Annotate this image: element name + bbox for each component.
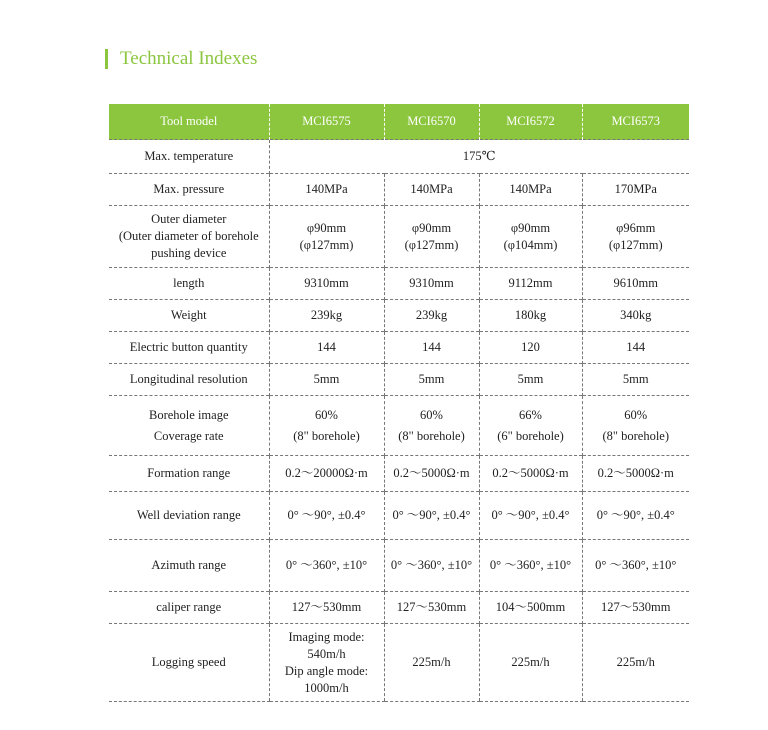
cell-line: 60%: [624, 407, 648, 422]
row-label: Well deviation range: [109, 492, 269, 540]
table-cell: 140MPa: [269, 174, 384, 206]
cell-line: 66%: [519, 407, 542, 422]
table-row: [109, 332, 689, 364]
row-label: length: [109, 268, 269, 300]
table-row: [109, 540, 689, 592]
table-cell: 140MPa: [479, 174, 582, 206]
row-label: Max. pressure: [109, 174, 269, 206]
cell-line: (8" borehole): [602, 428, 670, 443]
cell-line: (φ127mm): [608, 237, 663, 252]
table-cell: 9112mm: [479, 268, 582, 300]
technical-indexes-table: [109, 104, 689, 702]
table-cell: [479, 206, 582, 268]
table-cell: 9310mm: [384, 268, 479, 300]
table-row: [109, 300, 689, 332]
table-row: [109, 206, 689, 268]
table-cell: 5mm: [479, 364, 582, 396]
table-row: [109, 592, 689, 624]
cell-line: (6" borehole): [497, 428, 564, 443]
row-label: caliper range: [109, 592, 269, 624]
cell-line: (8" borehole): [293, 428, 360, 443]
table-cell: [269, 624, 384, 702]
table-cell: 140MPa: [384, 174, 479, 206]
table-cell: 9610mm: [582, 268, 689, 300]
table-cell: 0° ～360°, ±10°: [384, 540, 479, 592]
row-label: Azimuth range: [109, 540, 269, 592]
table-row: [109, 492, 689, 540]
table-cell: 9310mm: [269, 268, 384, 300]
table-row: [109, 456, 689, 492]
table-cell: 0.2～5000Ω·m: [384, 456, 479, 492]
label-line: pushing device: [151, 246, 227, 260]
table-cell: [269, 396, 384, 456]
header-cell: MCI6575: [269, 104, 384, 140]
cell-line: φ90mm: [411, 220, 452, 235]
table-cell: 0° ～360°, ±10°: [269, 540, 384, 592]
table-cell: 225m/h: [479, 624, 582, 702]
table-cell: 0° ～360°, ±10°: [479, 540, 582, 592]
label-line: (Outer diameter of borehole: [118, 229, 259, 243]
table-cell: 175℃: [269, 140, 689, 174]
table-cell: 0° ～90°, ±0.4°: [582, 492, 689, 540]
table-cell: [384, 396, 479, 456]
table-row: [109, 624, 689, 702]
table-cell: 170MPa: [582, 174, 689, 206]
label-line: Borehole image: [149, 407, 229, 422]
table-cell: 0.2～20000Ω·m: [269, 456, 384, 492]
row-label: Max. temperature: [109, 140, 269, 174]
section-heading: [105, 48, 257, 70]
table-cell: 144: [582, 332, 689, 364]
row-label: Weight: [109, 300, 269, 332]
table-cell: 127～530mm: [269, 592, 384, 624]
table-cell: 5mm: [582, 364, 689, 396]
table-row: [109, 174, 689, 206]
page-title: Technical Indexes: [120, 48, 258, 69]
table-row: [109, 140, 689, 174]
cell-line: (φ104mm): [503, 237, 558, 252]
label-line: Outer diameter: [151, 212, 227, 226]
row-label: Logging speed: [109, 624, 269, 702]
row-label: [109, 396, 269, 456]
table-cell: 180kg: [479, 300, 582, 332]
table-cell: 239kg: [384, 300, 479, 332]
table-cell: 5mm: [269, 364, 384, 396]
table-cell: 225m/h: [384, 624, 479, 702]
row-label: Electric button quantity: [109, 332, 269, 364]
cell-line: 540m/h: [307, 646, 346, 661]
table-cell: [269, 206, 384, 268]
cell-line: φ96mm: [616, 220, 656, 235]
header-cell: MCI6570: [384, 104, 479, 140]
header-row: [109, 104, 689, 140]
cell-line: (φ127mm): [404, 237, 459, 252]
table-cell: 144: [269, 332, 384, 364]
row-label: Longitudinal resolution: [109, 364, 269, 396]
label-line: Coverage rate: [153, 428, 224, 443]
cell-line: Dip angle mode:: [284, 663, 369, 678]
table-cell: [384, 206, 479, 268]
heading-accent-bar: [105, 49, 108, 69]
table-cell: 120: [479, 332, 582, 364]
table-cell: [582, 396, 689, 456]
table-cell: 127～530mm: [384, 592, 479, 624]
row-label: Formation range: [109, 456, 269, 492]
table-cell: [582, 206, 689, 268]
table-cell: 5mm: [384, 364, 479, 396]
row-label: [109, 206, 269, 268]
cell-line: φ90mm: [510, 220, 551, 235]
table-cell: 340kg: [582, 300, 689, 332]
table-cell: 225m/h: [582, 624, 689, 702]
cell-line: φ90mm: [306, 220, 347, 235]
table-cell: 0° ～360°, ±10°: [582, 540, 689, 592]
table-cell: 239kg: [269, 300, 384, 332]
table-cell: 104～500mm: [479, 592, 582, 624]
table-row: [109, 268, 689, 300]
cell-line: (8" borehole): [398, 428, 465, 443]
header-cell: Tool model: [109, 104, 269, 140]
table-cell: 0° ～90°, ±0.4°: [479, 492, 582, 540]
cell-line: 60%: [420, 407, 443, 422]
header-cell: MCI6573: [582, 104, 689, 140]
table-cell: [479, 396, 582, 456]
table-cell: 144: [384, 332, 479, 364]
table-cell: 0° ～90°, ±0.4°: [384, 492, 479, 540]
table-row: [109, 396, 689, 456]
table-row: [109, 364, 689, 396]
cell-line: 1000m/h: [304, 680, 349, 695]
cell-line: Imaging mode:: [288, 629, 365, 644]
header-cell: MCI6572: [479, 104, 582, 140]
table-cell: 0.2～5000Ω·m: [582, 456, 689, 492]
cell-line: (φ127mm): [299, 237, 354, 252]
table-cell: 127～530mm: [582, 592, 689, 624]
table-cell: 0° ～90°, ±0.4°: [269, 492, 384, 540]
table-cell: 0.2～5000Ω·m: [479, 456, 582, 492]
cell-line: 60%: [315, 407, 338, 422]
